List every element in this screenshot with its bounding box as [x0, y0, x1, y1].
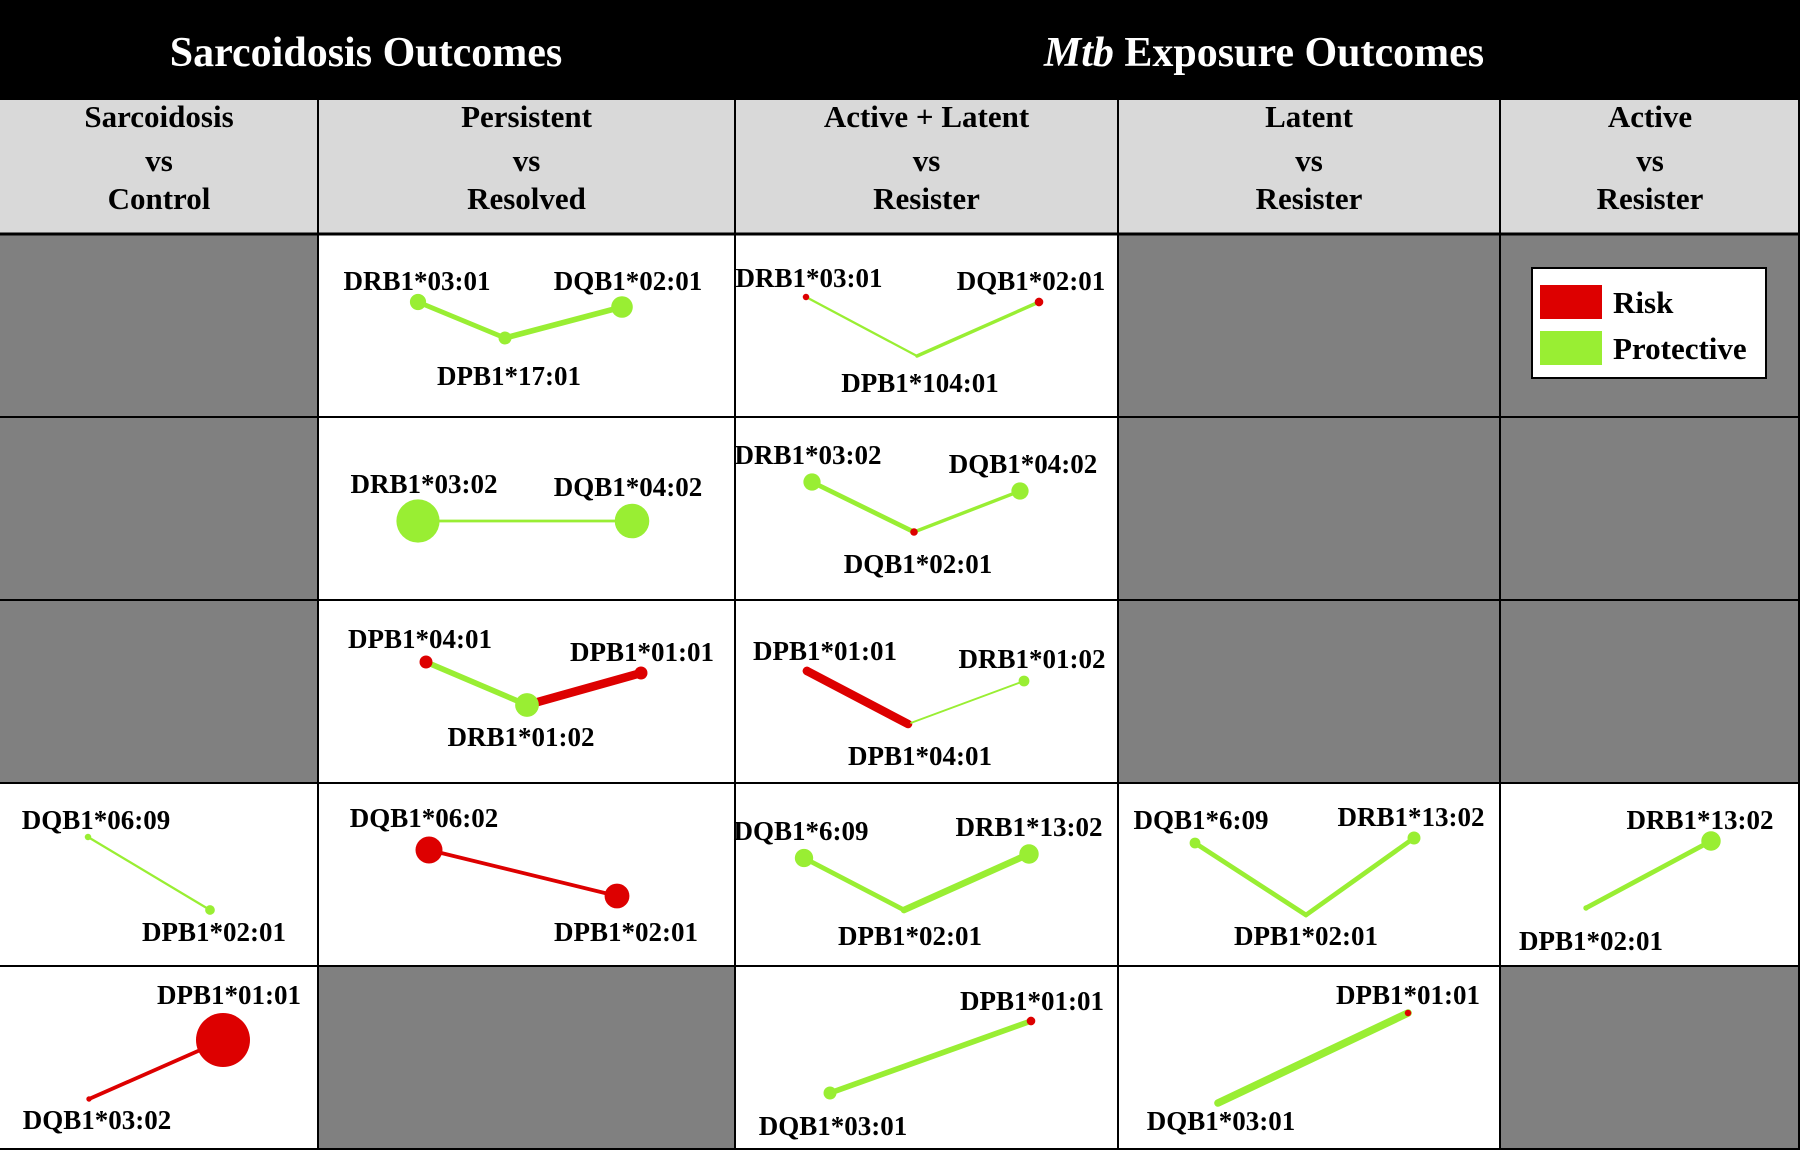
legend-swatch-risk — [1540, 285, 1602, 319]
column-header-2-line-0: Active + Latent — [823, 99, 1030, 134]
node-risk — [605, 884, 630, 909]
column-header-0-line-1: vs — [145, 143, 173, 178]
node-label: DQB1*06:09 — [21, 805, 171, 835]
node-label: DQB1*03:01 — [758, 1111, 908, 1141]
column-header-2-line-2: Resister — [873, 181, 980, 216]
column-header-0-line-2: Control — [107, 181, 211, 216]
node-label: DPB1*02:01 — [142, 917, 286, 947]
cell-r4-c4 — [1500, 966, 1800, 1149]
node-label: DQB1*06:02 — [349, 803, 499, 833]
node-protective — [795, 849, 813, 867]
node-label: DRB1*01:02 — [447, 722, 595, 752]
node-risk — [635, 667, 648, 680]
column-header-3-line-0: Latent — [1265, 99, 1353, 134]
legend — [1532, 268, 1766, 378]
banner-mtb-title — [1043, 30, 1484, 76]
node-label: DRB1*13:02 — [1337, 802, 1485, 832]
node-risk — [420, 656, 433, 669]
node-label: DPB1*01:01 — [157, 980, 301, 1010]
cell-r1-c4 — [1500, 417, 1800, 600]
node-label: DQB1*04:02 — [553, 472, 703, 502]
column-header-4-line-2: Resister — [1596, 181, 1704, 216]
node-label: DQB1*03:01 — [1146, 1106, 1296, 1136]
column-header-1-line-0: Persistent — [461, 99, 592, 134]
cell-r2-c3 — [1118, 600, 1500, 783]
node-label: DQB1*02:01 — [956, 266, 1106, 296]
node-risk — [1027, 1017, 1036, 1026]
column-header-0-line-0: Sarcoidosis — [84, 99, 234, 134]
node-protective — [1019, 844, 1038, 863]
legend-label-protective: Protective — [1613, 331, 1747, 366]
node-label: DRB1*13:02 — [955, 812, 1103, 842]
node-label: DQB1*02:01 — [553, 266, 703, 296]
node-protective — [1190, 838, 1201, 849]
cell-r2-c4 — [1500, 600, 1800, 783]
column-header-3-line-1: vs — [1295, 143, 1323, 178]
node-label: DPB1*104:01 — [841, 368, 999, 398]
banner-mtb-rest: Exposure Outcomes — [1113, 30, 1485, 76]
node-label: DQB1*03:02 — [22, 1105, 172, 1135]
node-protective — [205, 905, 215, 915]
node-protective — [1011, 482, 1028, 499]
column-header-3-line-2: Resister — [1255, 181, 1363, 216]
node-label: DPB1*04:01 — [848, 741, 992, 771]
node-protective — [803, 473, 820, 490]
node-risk — [196, 1013, 250, 1067]
node-protective — [515, 693, 539, 717]
cell-r0-c0 — [0, 234, 318, 417]
column-header-4-line-0: Active — [1607, 99, 1693, 134]
column-header-1-line-2: Resolved — [467, 181, 586, 216]
node-risk — [1405, 1010, 1411, 1016]
node-protective — [824, 1087, 837, 1100]
node-label: DQB1*6:09 — [733, 816, 869, 846]
node-label: DPB1*01:01 — [753, 636, 897, 666]
legend-swatch-protective — [1540, 331, 1602, 365]
column-header-1-line-1: vs — [512, 143, 541, 178]
node-protective — [1408, 832, 1421, 845]
cell-r1-c1 — [318, 417, 735, 600]
node-label: DRB1*03:01 — [343, 266, 491, 296]
legend-label-risk: Risk — [1613, 285, 1674, 320]
node-protective — [1583, 905, 1588, 910]
node-protective — [1019, 676, 1030, 687]
node-protective — [611, 296, 633, 318]
node-label: DPB1*17:01 — [437, 361, 581, 391]
node-label: DPB1*01:01 — [570, 637, 714, 667]
cell-r0-c3 — [1118, 234, 1500, 417]
node-label: DRB1*13:02 — [1626, 805, 1774, 835]
node-protective — [410, 294, 426, 310]
node-label: DRB1*03:02 — [350, 469, 498, 499]
node-label: DRB1*03:01 — [735, 263, 883, 293]
column-header-2-line-1: vs — [912, 143, 941, 178]
node-label: DQB1*02:01 — [843, 549, 993, 579]
cell-r1-c3 — [1118, 417, 1500, 600]
node-risk — [910, 528, 918, 536]
node-label: DPB1*01:01 — [960, 986, 1104, 1016]
node-protective — [396, 499, 439, 542]
banner-mtb-italic: Mtb — [1043, 30, 1114, 76]
node-risk — [416, 837, 443, 864]
node-risk — [905, 721, 910, 726]
node-label: DPB1*01:01 — [1336, 980, 1480, 1010]
node-label: DQB1*04:02 — [948, 449, 1098, 479]
node-label: DPB1*02:01 — [1519, 926, 1663, 956]
node-protective — [615, 504, 650, 539]
node-protective — [499, 332, 512, 345]
node-risk — [803, 294, 809, 300]
node-risk — [803, 667, 812, 676]
node-label: DPB1*02:01 — [1234, 921, 1378, 951]
node-label: DPB1*04:01 — [348, 624, 492, 654]
node-risk — [1035, 298, 1044, 307]
node-label: DRB1*03:02 — [734, 440, 882, 470]
cell-r2-c0 — [0, 600, 318, 783]
cell-r4-c1 — [318, 966, 735, 1149]
node-risk — [86, 1096, 91, 1101]
cell-r1-c0 — [0, 417, 318, 600]
node-label: DPB1*02:01 — [554, 917, 698, 947]
banner-sarcoidosis-title: Sarcoidosis Outcomes — [169, 30, 563, 76]
node-label: DRB1*01:02 — [958, 644, 1106, 674]
column-header-4-line-1: vs — [1636, 143, 1664, 178]
node-label: DPB1*02:01 — [838, 921, 982, 951]
node-label: DQB1*6:09 — [1133, 805, 1269, 835]
